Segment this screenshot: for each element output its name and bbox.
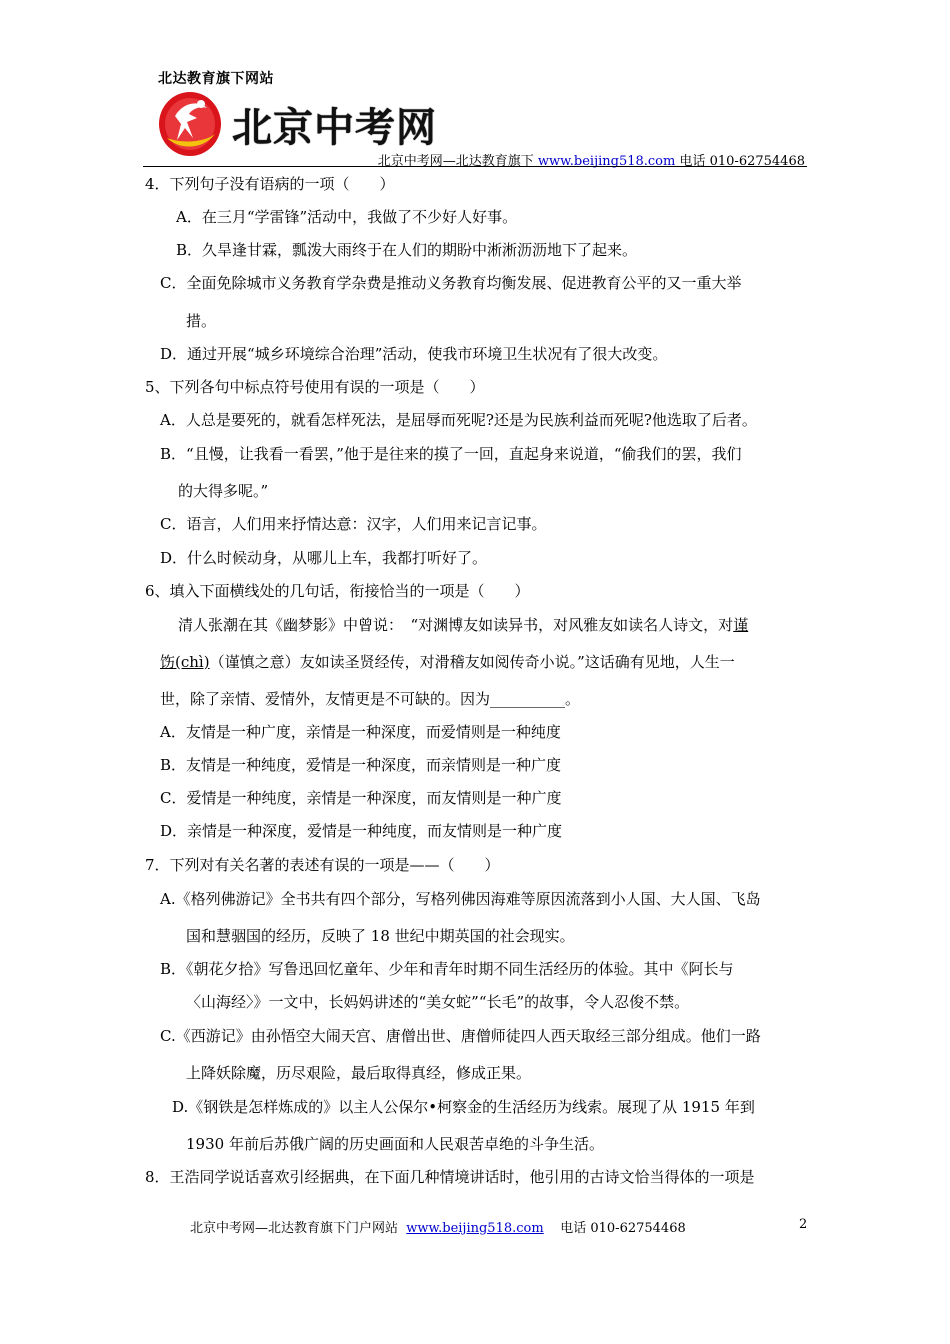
question-6-option-d: D．亲情是一种深度，爱情是一种纯度，而友情则是一种广度 (160, 822, 563, 840)
logo-text: 北京中考网 (232, 105, 437, 151)
passage-text: 清人张潮在其《幽梦影》中曾说： “对渊博友如读异书，对风雅友如读名人诗文，对 (178, 616, 734, 634)
header-divider (143, 166, 807, 167)
question-4-option-a: A．在三月“学雷锋”活动中，我做了不少好人好事。 (176, 208, 518, 226)
question-5-option-b-line2: 的大得多呢。” (178, 482, 269, 500)
answer-blank: __________ (490, 690, 566, 708)
question-5-stem: 5、下列各句中标点符号使用有误的一项是（ ） (145, 378, 485, 396)
underlined-term: 饬(chì) (160, 653, 210, 671)
question-4-option-b: B．久旱逢甘霖，瓢泼大雨终于在人们的期盼中淅淅沥沥地下了起来。 (176, 241, 638, 259)
question-4-stem: 4．下列句子没有语病的一项（ ） (145, 175, 395, 193)
question-4-option-c-line1: C．全面免除城市义务教育学杂费是推动义务教育均衡发展、促进教育公平的又一重大举 (160, 274, 742, 292)
question-8-stem: 8．王浩同学说话喜欢引经据典，在下面几种情境讲话时，他引用的古诗文恰当得体的一项是 (145, 1168, 755, 1186)
page-number: 2 (799, 1217, 808, 1232)
question-7-option-b-line2: 〈山海经〉》一文中，长妈妈讲述的“美女蛇”“长毛”的故事，令人忍俊不禁。 (186, 993, 690, 1011)
passage-text: 世，除了亲情、爱情外，友情更是不可缺的。因为 (160, 690, 491, 708)
header-site-name: 北京中考网—北达教育旗下 (377, 154, 534, 169)
question-6-passage-line2 (160, 652, 735, 672)
question-6-option-c: C．爱情是一种纯度，亲情是一种深度，而友情则是一种广度 (160, 789, 562, 807)
question-6-stem: 6、填入下面横线处的几句话，衔接恰当的一项是（ ） (145, 582, 530, 600)
header-url-link[interactable]: www.beijing518.com (537, 154, 676, 169)
question-7-option-d-line2: 1930 年前后苏俄广阔的历史画面和人民艰苦卓绝的斗争生活。 (186, 1135, 604, 1153)
question-7-option-c-line1: C.《西游记》由孙悟空大闹天宫、唐僧出世、唐僧师徒四人西天取经三部分组成。他们一路 (160, 1027, 761, 1045)
question-4-option-c-line2: 措。 (186, 312, 217, 330)
question-5-option-c: C．语言，人们用来抒情达意：汉字，人们用来记言记事。 (160, 515, 547, 533)
footer-phone: 电话 010-62754468 (560, 1221, 686, 1236)
question-7-option-c-line2: 上降妖除魔，历尽艰险，最后取得真经，修成正果。 (186, 1064, 532, 1082)
question-5-option-a: A．人总是要死的，就看怎样死法，是屈辱而死呢?还是为民族利益而死呢?他选取了后者。 (160, 411, 757, 429)
underlined-term: 谨 (733, 616, 749, 634)
question-6-option-b: B．友情是一种纯度，爱情是一种深度，而亲情则是一种广度 (160, 756, 562, 774)
footer-site-name: 北京中考网—北达教育旗下门户网站 (190, 1221, 399, 1236)
question-7-stem: 7．下列对有关名著的表述有误的一项是——（ ） (145, 856, 500, 874)
passage-text: （谨慎之意）友如读圣贤经传，对滑稽友如阅传奇小说。”这话确有见地，人生一 (209, 653, 735, 671)
question-5-option-b-line1: B．“且慢，让我看一看罢，”他于是往来的摸了一回，直起身来说道，“偷我们的罢，我们 (160, 445, 742, 463)
footer-line (190, 1217, 686, 1236)
question-4-option-d: D．通过开展“城乡环境综合治理”活动，使我市环境卫生状况有了很大改变。 (160, 345, 668, 363)
question-7-option-b-line1: B．《朝花夕拾》写鲁迅回忆童年、少年和青年时期不同生活经历的体验。其中《阿长与 (160, 960, 734, 978)
question-7-option-a-line1: A.《格列佛游记》全书共有四个部分，写格列佛因海难等原因流落到小人国、大人国、飞岛 (160, 890, 761, 908)
question-5-option-d: D．什么时候动身，从哪儿上车，我都打听好了。 (160, 549, 488, 567)
passage-text: 。 (565, 690, 581, 708)
header-tagline: 北达教育旗下网站 (158, 71, 274, 87)
question-7-option-d-line1: D.《钢铁是怎样炼成的》以主人公保尔•柯察金的生活经历为线索。展现了从 1915 年到 (172, 1098, 755, 1116)
question-6-passage-line1 (178, 615, 748, 635)
question-6-passage-line3 (160, 689, 580, 709)
question-7-option-a-line2: 国和慧骃国的经历，反映了 18 世纪中期英国的社会现实。 (186, 927, 575, 945)
question-6-option-a: A．友情是一种广度，亲情是一种深度，而爱情则是一种纯度 (160, 723, 561, 741)
header-phone: 电话 010-62754468 (679, 154, 805, 169)
footer-url-link[interactable]: www.beijing518.com (406, 1221, 544, 1236)
